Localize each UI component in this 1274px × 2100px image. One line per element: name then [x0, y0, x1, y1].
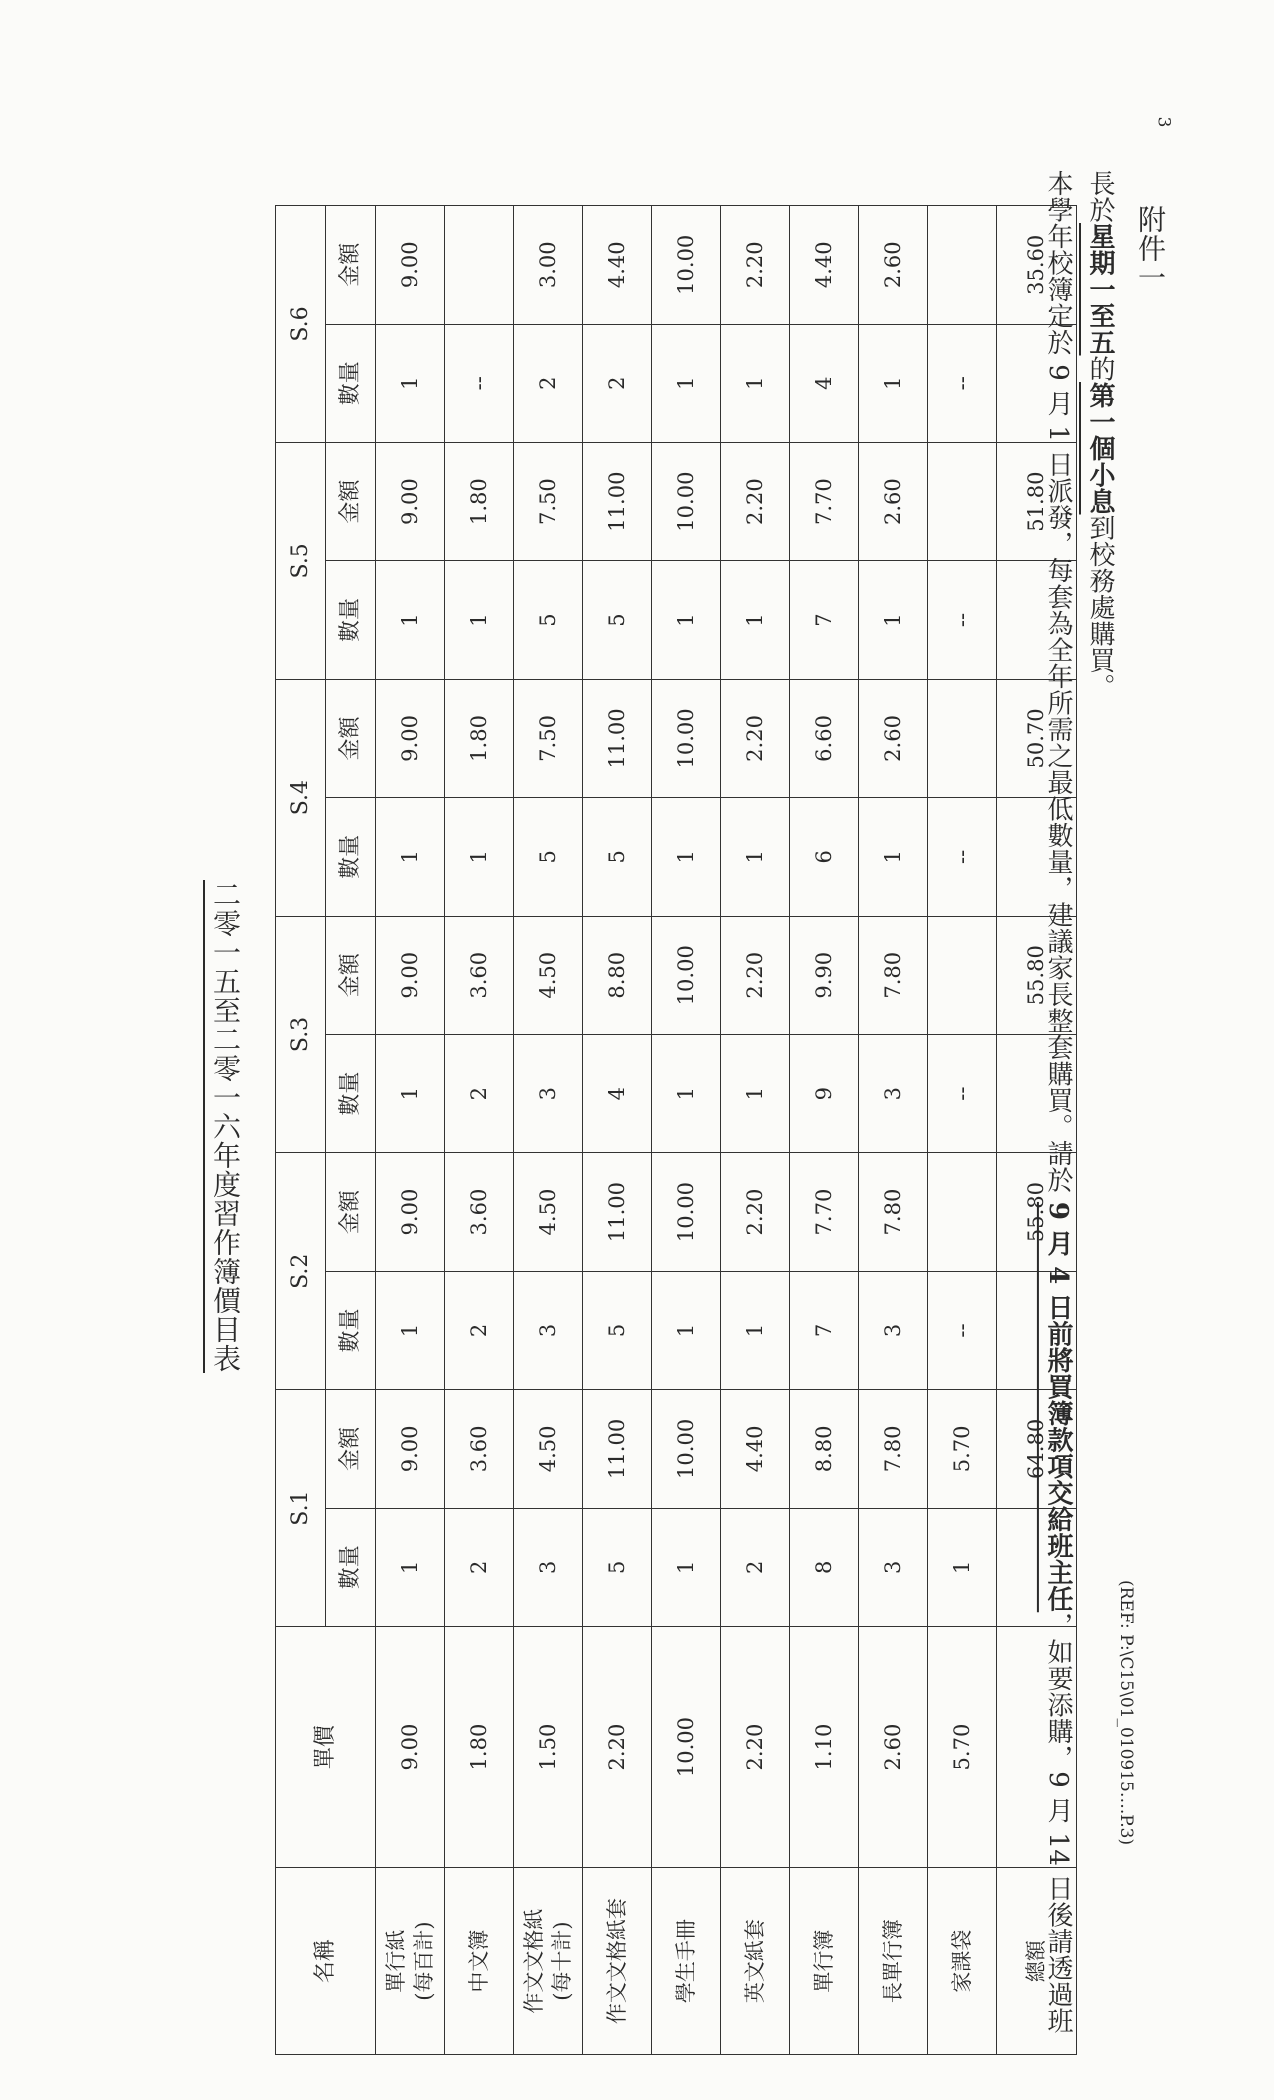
- unit-price: 1.80: [445, 1626, 514, 1867]
- item-name-note: (每百計): [412, 1921, 436, 2001]
- qty-cell: 1: [652, 1508, 721, 1626]
- qty-cell: 5: [583, 561, 652, 679]
- amount-cell: 2.20: [721, 916, 790, 1034]
- qty-cell: 1: [928, 1508, 997, 1626]
- qty-cell: 5: [514, 798, 583, 916]
- amount-cell: 5.70: [928, 1390, 997, 1508]
- amount-cell: 11.00: [583, 1390, 652, 1508]
- footnote-text: 本學年校簿定於 9 月 1 日派發，每套為全年所需之最低數量，建議家長整套購買。請於: [1043, 170, 1073, 1202]
- header-amount: 金額: [326, 679, 376, 797]
- table-body: [376, 206, 1077, 2055]
- amount-cell: 9.00: [376, 1390, 445, 1508]
- document-title: 二零一五至二零一六年度習作簿價目表: [209, 880, 242, 1373]
- qty-cell: 2: [583, 324, 652, 442]
- item-name: 家課袋: [949, 1929, 974, 1993]
- header-qty: 數量: [326, 1034, 376, 1152]
- qty-cell: 2: [445, 1271, 514, 1389]
- qty-cell: 2: [445, 1034, 514, 1152]
- table-row: [583, 206, 652, 2055]
- qty-cell: 1: [859, 798, 928, 916]
- header-qty: 數量: [326, 1271, 376, 1389]
- header-qty: 數量: [326, 324, 376, 442]
- qty-cell: 2: [514, 324, 583, 442]
- qty-cell: 1: [652, 1034, 721, 1152]
- footnote-days: 星期一至五: [1085, 223, 1115, 356]
- header-amount: 金額: [326, 1390, 376, 1508]
- qty-cell: 8: [790, 1508, 859, 1626]
- item-name-cell: [514, 1868, 583, 2055]
- qty-cell: 5: [583, 1271, 652, 1389]
- item-name: 學生手冊: [673, 1919, 698, 2004]
- qty-cell: 9: [790, 1034, 859, 1152]
- amount-cell: 10.00: [652, 1153, 721, 1271]
- item-name-note: (每十計): [550, 1921, 574, 2001]
- qty-cell: 4: [583, 1034, 652, 1152]
- footnote-line-1: [1040, 170, 1077, 2034]
- amount-cell: 1.80: [445, 679, 514, 797]
- amount-cell: 9.00: [376, 442, 445, 560]
- amount-cell: 4.40: [583, 206, 652, 325]
- annex-label: 附件一: [1134, 205, 1167, 292]
- amount-cell: 9.90: [790, 916, 859, 1034]
- amount-cell: 9.00: [376, 679, 445, 797]
- amount-cell: 2.20: [721, 442, 790, 560]
- amount-cell: 2.60: [859, 442, 928, 560]
- qty-cell: 1: [376, 1034, 445, 1152]
- amount-cell: 7.50: [514, 442, 583, 560]
- item-name: 單行紙: [383, 1929, 408, 1993]
- header-amount: 金額: [326, 916, 376, 1034]
- price-table-container: [275, 205, 1049, 2055]
- amount-cell: 3.60: [445, 916, 514, 1034]
- amount-cell: 2.20: [721, 206, 790, 325]
- unit-price: 10.00: [652, 1626, 721, 1867]
- price-table: [275, 205, 1077, 2055]
- item-name: 單行簿: [811, 1929, 836, 1993]
- qty-cell: 3: [859, 1271, 928, 1389]
- item-name-cell: [652, 1868, 721, 2055]
- item-name: 作文文格紙套: [604, 1898, 629, 2025]
- amount-cell: 2.20: [721, 679, 790, 797]
- qty-cell: 1: [721, 324, 790, 442]
- header-unit-price: 單價: [276, 1626, 376, 1867]
- amount-cell: 1.80: [445, 442, 514, 560]
- amount-cell: 7.80: [859, 916, 928, 1034]
- qty-cell: 3: [859, 1508, 928, 1626]
- item-name: 長單行簿: [880, 1919, 905, 2004]
- total-amount: 64.80: [997, 1390, 1077, 1508]
- item-name-cell: [928, 1868, 997, 2055]
- qty-cell: 7: [790, 1271, 859, 1389]
- table-row: [652, 206, 721, 2055]
- amount-cell: [928, 679, 997, 797]
- amount-cell: [928, 206, 997, 325]
- qty-cell: 1: [652, 1271, 721, 1389]
- amount-cell: 3.60: [445, 1390, 514, 1508]
- item-name: 中文簿: [466, 1929, 491, 1993]
- qty-cell: 3: [514, 1271, 583, 1389]
- total-amount: 50.70: [997, 679, 1077, 797]
- unit-price: 1.50: [514, 1626, 583, 1867]
- qty-cell: 1: [652, 324, 721, 442]
- header-set: S.6: [276, 206, 326, 443]
- amount-cell: 4.50: [514, 916, 583, 1034]
- item-name-cell: [445, 1868, 514, 2055]
- footnote-text: ，如要添購，9 月 14 日後請透過班: [1043, 1612, 1073, 2035]
- amount-cell: 4.50: [514, 1390, 583, 1508]
- qty-cell: 5: [583, 798, 652, 916]
- qty-cell: 1: [721, 1034, 790, 1152]
- total-label: 總額: [997, 1868, 1077, 2055]
- table-row: [721, 206, 790, 2055]
- qty-cell: 1: [445, 798, 514, 916]
- qty-cell: 6: [790, 798, 859, 916]
- qty-cell: 2: [445, 1508, 514, 1626]
- header-set: S.2: [276, 1153, 326, 1390]
- header-row-sets: [276, 206, 326, 2055]
- amount-cell: 10.00: [652, 1390, 721, 1508]
- qty-cell: 7: [790, 561, 859, 679]
- amount-cell: 6.60: [790, 679, 859, 797]
- amount-cell: 4.50: [514, 1153, 583, 1271]
- item-name-cell: [376, 1868, 445, 2055]
- qty-cell: 1: [376, 561, 445, 679]
- qty-cell: --: [445, 324, 514, 442]
- amount-cell: [928, 442, 997, 560]
- amount-cell: 3.60: [445, 1153, 514, 1271]
- page-number: 3: [1153, 116, 1174, 128]
- qty-cell: --: [928, 1034, 997, 1152]
- table-row: [790, 206, 859, 2055]
- amount-cell: 4.40: [790, 206, 859, 325]
- qty-cell: 5: [583, 1508, 652, 1626]
- amount-cell: 11.00: [583, 679, 652, 797]
- unit-price: 5.70: [928, 1626, 997, 1867]
- item-name: 英文紙套: [742, 1919, 767, 2004]
- amount-cell: 10.00: [652, 206, 721, 325]
- header-qty: 數量: [326, 561, 376, 679]
- amount-cell: 9.00: [376, 916, 445, 1034]
- qty-cell: 3: [514, 1034, 583, 1152]
- header-amount: 金額: [326, 206, 376, 325]
- qty-cell: 1: [652, 561, 721, 679]
- header-amount: 金額: [326, 1153, 376, 1271]
- amount-cell: 2.60: [859, 206, 928, 325]
- unit-price: 1.10: [790, 1626, 859, 1867]
- amount-cell: 4.40: [721, 1390, 790, 1508]
- unit-price: 2.20: [583, 1626, 652, 1867]
- footnote-text: 長於: [1085, 170, 1115, 223]
- amount-cell: 7.50: [514, 679, 583, 797]
- qty-cell: 2: [721, 1508, 790, 1626]
- header-set: S.3: [276, 916, 326, 1153]
- amount-cell: 8.80: [790, 1390, 859, 1508]
- amount-cell: 11.00: [583, 442, 652, 560]
- amount-cell: 7.80: [859, 1153, 928, 1271]
- amount-cell: 7.80: [859, 1390, 928, 1508]
- header-qty: 數量: [326, 1508, 376, 1626]
- qty-cell: --: [928, 324, 997, 442]
- item-name-cell: [721, 1868, 790, 2055]
- table-row: [514, 206, 583, 2055]
- header-set: S.1: [276, 1390, 326, 1627]
- amount-cell: [445, 206, 514, 325]
- unit-price: 9.00: [376, 1626, 445, 1867]
- qty-cell: 1: [721, 798, 790, 916]
- footnote-recess: 第一個小息: [1085, 382, 1115, 515]
- footnote-deadline: 9 月 4 日前將買簿款項交給班主任: [1043, 1201, 1073, 1613]
- qty-cell: 3: [514, 1508, 583, 1626]
- amount-cell: 10.00: [652, 679, 721, 797]
- header-qty: 數量: [326, 798, 376, 916]
- qty-cell: 3: [859, 1034, 928, 1152]
- unit-price: 2.60: [859, 1626, 928, 1867]
- amount-cell: 8.80: [583, 916, 652, 1034]
- header-name: 名稱: [276, 1868, 376, 2055]
- table-row: [859, 206, 928, 2055]
- qty-cell: 1: [376, 1271, 445, 1389]
- qty-cell: 1: [376, 798, 445, 916]
- amount-cell: 10.00: [652, 916, 721, 1034]
- footnote-text: 的: [1085, 355, 1115, 382]
- footnote-text: 到校務處購買。: [1085, 514, 1115, 700]
- amount-cell: 3.00: [514, 206, 583, 325]
- qty-cell: 1: [859, 324, 928, 442]
- amount-cell: 2.20: [721, 1153, 790, 1271]
- amount-cell: [928, 916, 997, 1034]
- qty-cell: --: [928, 798, 997, 916]
- amount-cell: 9.00: [376, 1153, 445, 1271]
- header-amount: 金額: [326, 442, 376, 560]
- header-set: S.5: [276, 442, 326, 679]
- amount-cell: 2.60: [859, 679, 928, 797]
- qty-cell: 1: [376, 324, 445, 442]
- header-set: S.4: [276, 679, 326, 916]
- qty-cell: 1: [376, 1508, 445, 1626]
- qty-cell: 4: [790, 324, 859, 442]
- qty-cell: 1: [859, 561, 928, 679]
- qty-cell: 5: [514, 561, 583, 679]
- table-row: [928, 206, 997, 2055]
- item-name-cell: [859, 1868, 928, 2055]
- total-amount: 51.80: [997, 442, 1077, 560]
- qty-cell: --: [928, 1271, 997, 1389]
- unit-price: 2.20: [721, 1626, 790, 1867]
- amount-cell: 7.70: [790, 1153, 859, 1271]
- total-amount: 55.80: [997, 916, 1077, 1034]
- item-name: 作文文格紙: [521, 1908, 546, 2014]
- item-name-cell: [583, 1868, 652, 2055]
- qty-cell: --: [928, 561, 997, 679]
- qty-cell: 1: [652, 798, 721, 916]
- total-amount: 35.60: [997, 206, 1077, 325]
- amount-cell: 10.00: [652, 442, 721, 560]
- table-row: [376, 206, 445, 2055]
- qty-cell: 1: [721, 1271, 790, 1389]
- qty-cell: 1: [721, 561, 790, 679]
- amount-cell: 11.00: [583, 1153, 652, 1271]
- footnote-line-2: [1082, 170, 1119, 700]
- amount-cell: 7.70: [790, 442, 859, 560]
- amount-cell: [928, 1153, 997, 1271]
- table-row: [445, 206, 514, 2055]
- qty-cell: 1: [445, 561, 514, 679]
- reference-code: (REF: P:\C15\01_010915….P.3): [1116, 1580, 1136, 1846]
- item-name-cell: [790, 1868, 859, 2055]
- amount-cell: 9.00: [376, 206, 445, 325]
- total-amount: 55.80: [997, 1153, 1077, 1271]
